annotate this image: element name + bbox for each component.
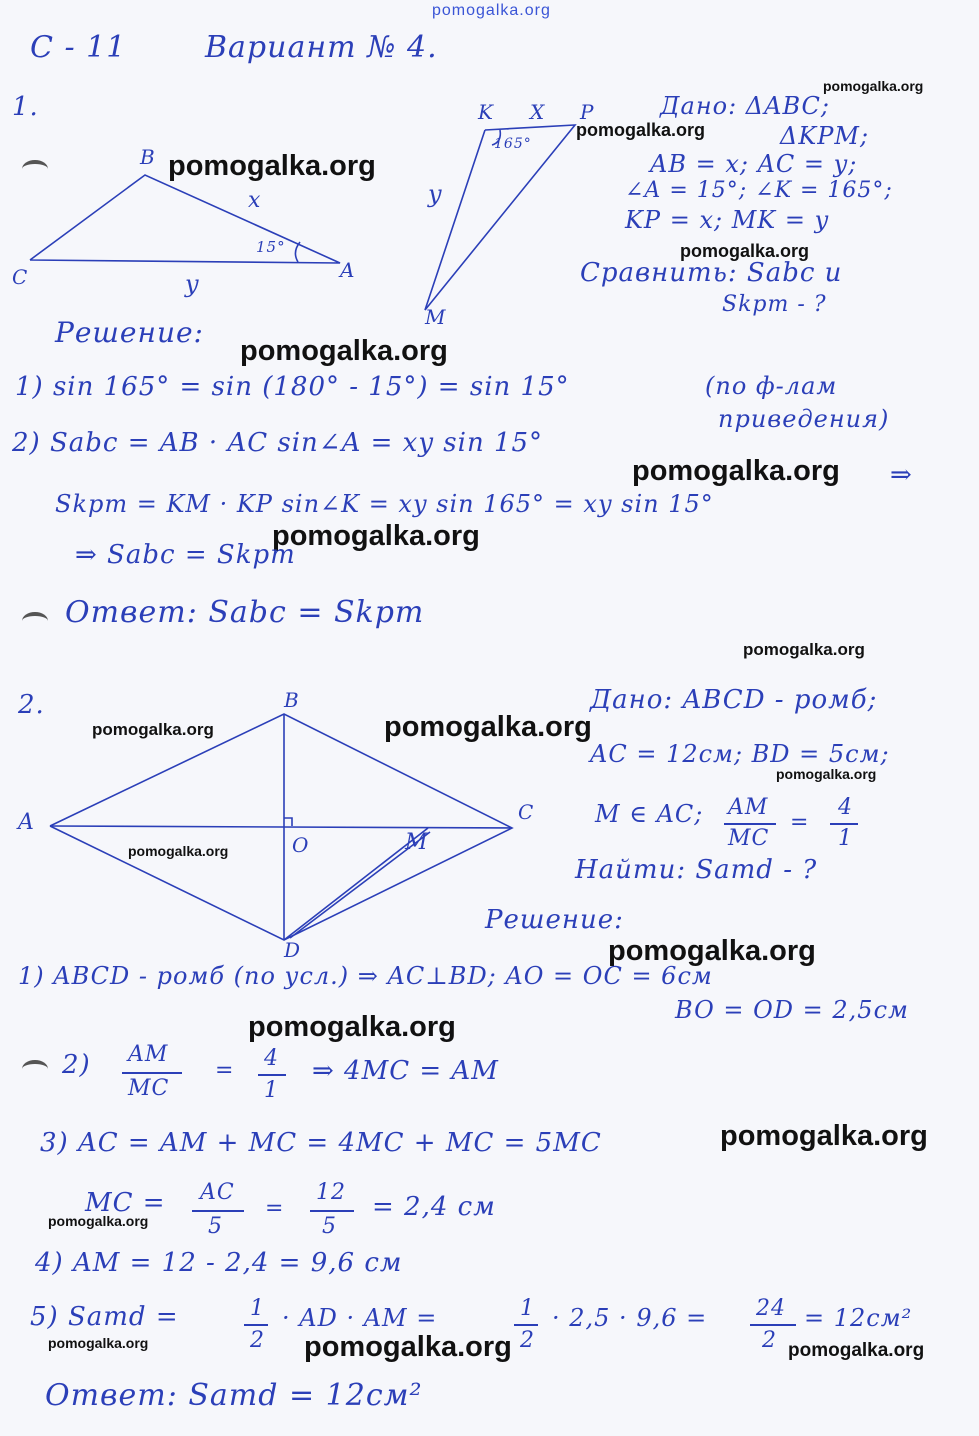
step5-calc: · 2,5 · 9,6 =	[552, 1304, 708, 1332]
step3b-num1: AC	[200, 1180, 235, 1205]
given-2-ratio-num: 4	[838, 795, 853, 820]
solution-1-note2: приведения)	[718, 405, 890, 433]
watermark-top: pomogalka.org	[432, 2, 551, 19]
vertex-b-label: B	[140, 145, 156, 169]
watermark: pomogalka.org	[384, 711, 592, 743]
step3b-den1: 5	[208, 1214, 223, 1239]
triangle-abc	[30, 175, 340, 263]
step3b-eq: =	[265, 1196, 285, 1221]
point-m-label: M	[405, 830, 429, 855]
given-2-frac-eq: =	[790, 810, 810, 835]
diagonal-ac	[50, 826, 512, 828]
fraction-bar	[122, 1072, 182, 1074]
solution-2-step1: 1) ABCD - ромб (по усл.) ⇒ AC⊥BD; AO = OC = 6см	[18, 962, 713, 990]
vertex-a2-label: A	[18, 810, 35, 835]
step5-den3: 2	[762, 1328, 777, 1353]
vertex-c2-label: C	[518, 800, 535, 824]
solution-2-step4: 4) AM = 12 - 2,4 = 9,6 см	[35, 1248, 403, 1278]
given-1-line4: ∠A = 15°; ∠K = 165°;	[625, 178, 893, 203]
variant-label: Вариант № 4.	[205, 30, 438, 65]
watermark: pomogalka.org	[304, 1331, 512, 1363]
side-y2-label: y	[428, 180, 443, 208]
solution-1-title: Решение:	[55, 316, 204, 349]
solution-2-step1b: BO = OD = 2,5см	[675, 996, 909, 1024]
answer-2: Ответ: Samd = 12см²	[45, 1378, 423, 1413]
watermark: pomogalka.org	[248, 1011, 456, 1043]
step3b-left: MC =	[85, 1188, 166, 1218]
given-1-title: Дано: ΔABC;	[660, 92, 830, 120]
step5-num3: 24	[756, 1296, 786, 1321]
fraction-bar	[750, 1324, 796, 1326]
vertex-b2-label: B	[284, 688, 300, 712]
step2-ratio-den: 1	[264, 1078, 279, 1103]
watermark: pomogalka.org	[48, 1213, 149, 1229]
watermark: pomogalka.org	[168, 150, 376, 182]
watermark: pomogalka.org	[680, 241, 810, 261]
step5-left: 5) Samd =	[30, 1302, 179, 1332]
solution-1-step2b: Skpm = KM · KP sin∠K = xy sin 165° = xy sin 15°	[55, 490, 714, 518]
step5-mid: · AD · AM =	[282, 1304, 438, 1332]
given-2-point: M ∈ AC;	[595, 800, 704, 828]
watermark: pomogalka.org	[632, 455, 840, 487]
fraction-bar	[724, 823, 776, 825]
compare-line1: Сравнить: Sabc и	[580, 258, 843, 288]
problem-1-number: 1.	[12, 92, 39, 122]
side-x-label: x	[248, 188, 262, 213]
triangle-kpm	[425, 125, 575, 310]
step3b-rest: = 2,4 см	[372, 1192, 496, 1222]
step2-eq: =	[215, 1058, 235, 1083]
angle-165-label: 165°	[494, 136, 532, 152]
step3b-den2: 5	[322, 1214, 337, 1239]
step2-frac-den: MC	[128, 1076, 170, 1101]
step3b-num2: 12	[316, 1180, 346, 1205]
given-1-line5: KP = x; MK = y	[625, 206, 830, 234]
solution-2-step3: 3) AC = AM + MC = 4MC + MC = 5MC	[40, 1128, 602, 1158]
answer-1: Ответ: Sabc = Skpm	[65, 595, 425, 630]
fraction-bar	[514, 1324, 538, 1326]
given-2-frac-num: AM	[728, 795, 769, 820]
watermark: pomogalka.org	[92, 720, 214, 739]
watermark: pomogalka.org	[788, 1340, 925, 1361]
watermark: pomogalka.org	[240, 335, 448, 367]
solution-1-note1: (по ф-лам	[705, 372, 838, 400]
given-1-line3: AB = x; AC = y;	[650, 150, 858, 178]
vertex-d2-label: D	[284, 938, 302, 962]
vertex-p-label: P	[580, 100, 595, 124]
side-y-label: y	[185, 270, 200, 298]
compare-line2: Skpm - ?	[722, 292, 827, 317]
right-angle-mark	[284, 818, 292, 826]
given-2-title: Дано: ABCD - ромб;	[590, 685, 878, 715]
solution-1-step2: 2) Sabc = AB · AC sin∠A = xy sin 15°	[12, 428, 544, 458]
solution-2-step2-label: 2)	[62, 1050, 91, 1080]
watermark: pomogalka.org	[128, 843, 229, 859]
given-2-frac-den: MC	[728, 826, 770, 851]
step2-rest: ⇒ 4MC = AM	[312, 1056, 499, 1086]
step5-num1: 1	[250, 1296, 265, 1321]
given-2-line2: AC = 12см; BD = 5см;	[590, 740, 890, 768]
problem-2-number: 2.	[18, 690, 45, 720]
step5-den1: 2	[250, 1328, 265, 1353]
step5-den2: 2	[520, 1328, 535, 1353]
solution-2-title: Решение:	[485, 905, 624, 935]
watermark: pomogalka.org	[272, 520, 480, 552]
fraction-bar	[310, 1210, 354, 1212]
center-o-label: O	[292, 833, 310, 857]
watermark: pomogalka.org	[823, 78, 924, 94]
angle-15-label: 15°	[256, 238, 286, 256]
vertex-m-label: M	[425, 305, 447, 329]
watermark: pomogalka.org	[776, 766, 877, 782]
solution-1-step1: 1) sin 165° = sin (180° - 15°) = sin 15°	[15, 372, 570, 402]
vertex-a-label: A	[340, 258, 356, 282]
given-1-line2: ΔKPM;	[780, 122, 870, 150]
step5-end: = 12см²	[804, 1304, 913, 1332]
fraction-bar	[192, 1210, 244, 1212]
step2-frac-num: AM	[128, 1042, 169, 1067]
solution-1-step2c: ⇒ Sabc = Skpm	[75, 540, 296, 570]
step2-ratio-num: 4	[264, 1046, 279, 1071]
step5-num2: 1	[520, 1296, 535, 1321]
watermark: pomogalka.org	[576, 120, 706, 140]
vertex-c-label: C	[12, 265, 29, 289]
watermark: pomogalka.org	[48, 1335, 149, 1351]
fraction-bar	[244, 1324, 268, 1326]
watermark: pomogalka.org	[608, 935, 816, 967]
find-label: Найти: Samd - ?	[575, 855, 818, 885]
implies-arrow: ⇒	[890, 460, 913, 490]
watermark: pomogalka.org	[720, 1120, 928, 1152]
fraction-bar	[830, 823, 858, 825]
watermark: pomogalka.org	[743, 640, 865, 659]
fraction-bar	[258, 1074, 286, 1076]
section-label: С - 11	[30, 30, 127, 65]
vertex-k-label: K	[478, 100, 494, 124]
given-2-ratio-den: 1	[838, 826, 853, 851]
vertex-x-label: X	[530, 100, 546, 124]
